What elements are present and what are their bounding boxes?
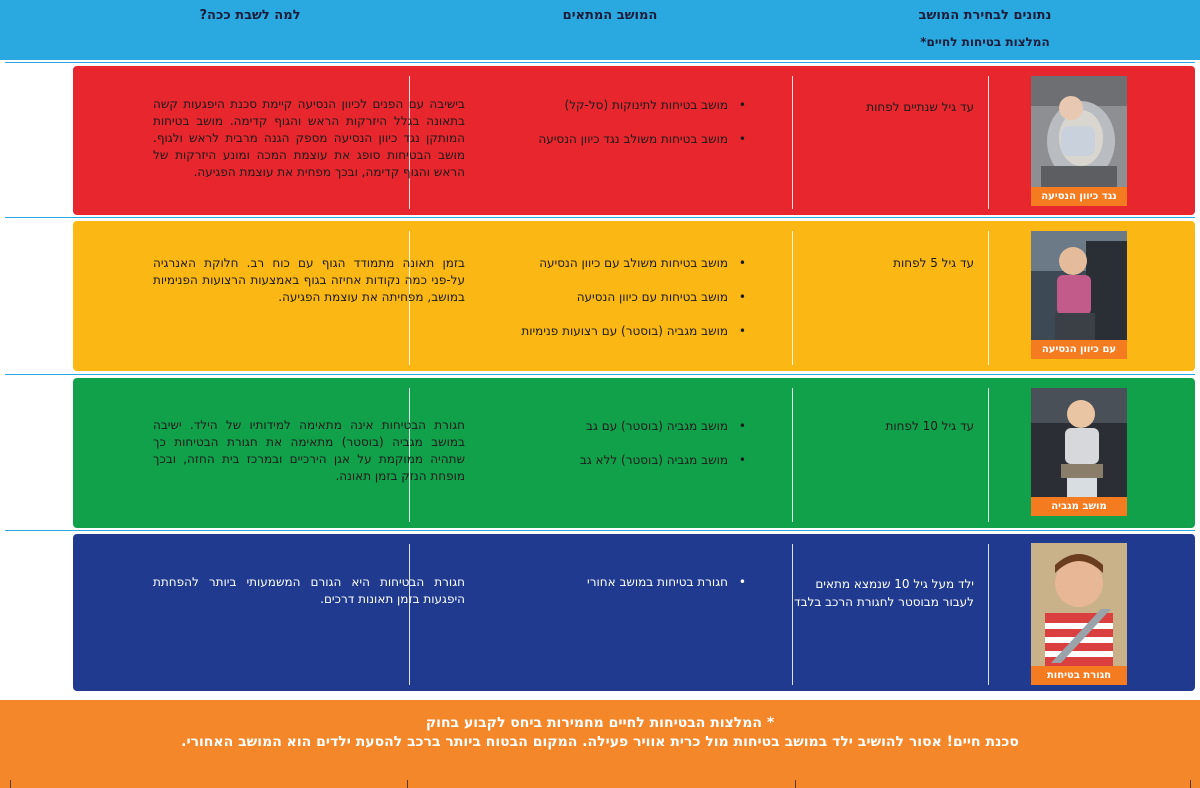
crop-mark [10,780,11,788]
why-explanation: בישיבה עם הפנים לכיוון הנסיעה קיימת סכנת היפגעות קשה בתאונה בגלל היזרקות הראש והגוף קדימה. מושב בטיחות המותקן נגד כיוון הנסיעה מספק הגנה מרבית לראש ולגוף. מושב הבטיחות סופג את עוצמת המכה ומונע היזרקות של הראש והגוף קדימה, ובכך מפחית את עוצמת הפגיעה. [153,97,465,179]
crop-mark [795,780,796,788]
seat-list-item: • מושב בטיחות עם כיוון הנסיעה [409,288,728,306]
header-col-why-title: למה לשבת ככה? [199,8,301,23]
infant-carrier-photo [1031,76,1127,187]
age-range: עד גיל 5 לפחות [893,256,974,270]
column-divider [988,231,989,365]
header-col-seat-data [800,0,1170,60]
photo-caption: חגורת בטיחות [1031,666,1127,685]
row-photo [1031,76,1127,206]
footer-note: * המלצות הבטיחות לחיים מחמירות ביחס לקבוע בחוק [425,715,775,731]
header-col-seat-data-subtitle: המלצות בטיחות לחיים* [920,35,1050,49]
why-explanation: חגורת הבטיחות אינה מתאימה למידותיו של הילד. ישיבה במושב מגביה (בוסטר) מתאימה את חגורת הבטיחות כך שתהיה ממוקמת על אגן הירכיים ובמרכז בית החזה, ובכך מופחת הנזק בזמן תאונה. [153,418,465,483]
photo-caption: מושב מגביה [1031,497,1127,516]
column-divider [988,76,989,209]
photo-caption: עם כיוון הנסיעה [1031,340,1127,359]
table-row [73,221,1195,371]
header-col-suitable-seat [420,0,800,60]
row-separator [5,62,1195,63]
seat-list-item: • מושב מגביה (בוסטר) עם רצועות פנימיות [409,322,728,340]
column-divider [792,388,793,522]
seat-list-item: • מושב מגביה (בוסטר) עם גב [409,417,728,435]
column-divider [792,231,793,365]
crop-mark [1190,780,1191,788]
age-range: עד גיל 10 לפחות [885,419,974,433]
why-explanation: חגורת הבטיחות היא הגורם המשמעותי ביותר להפחתת היפגעות בזמן תאונות דרכים. [153,575,465,606]
age-range: ילד מעל גיל 10 שנמצא מתאים לעבור מבוסטר לחגורת הרכב בלבד [794,577,974,609]
photo-caption: נגד כיוון הנסיעה [1031,187,1127,206]
header-col-seat-data-title: נתונים לבחירת המושב [918,8,1052,23]
forward-facing-seat-photo [1031,231,1127,340]
why-explanation: בזמן תאונה מתמודד הגוף עם כוח רב. חלוקת האנרגיה על-פני כמה נקודות אחיזה בגוף באמצעות הרצועות הפנימיות במושב, מפחיתה את עוצמת הפגיעה. [153,256,465,304]
age-range: עד גיל שנתיים לפחות [866,100,974,114]
column-divider [792,76,793,209]
row-photo [1031,231,1127,359]
column-divider [988,544,989,685]
row-separator [5,374,1195,375]
seat-list-item: • מושב בטיחות לתינוקות (סל-קל) [409,96,728,114]
seat-list-item: • חגורת בטיחות במושב אחורי [409,573,728,591]
footer-warning: סכנת חיים! אסור להושיב ילד במושב בטיחות מול כרית אוויר פעילה. המקום הבטוח ביותר ברכב להסעת ילדים הוא המושב האחורי. [181,734,1019,750]
seatbelt-child-photo [1031,543,1127,666]
row-photo [1031,388,1127,516]
column-divider [988,388,989,522]
row-separator [5,217,1195,218]
table-row [73,66,1195,215]
table-row [73,534,1195,691]
seat-list-item: • מושב מגביה (בוסטר) ללא גב [409,451,728,469]
column-divider [409,544,410,685]
seat-list-item: • מושב בטיחות משולב עם כיוון הנסיעה [409,254,728,272]
table-row [73,378,1195,528]
header-col-suitable-seat-title: המושב המתאים [562,8,658,23]
table-header [0,0,1200,60]
row-photo [1031,543,1127,685]
header-col-why [80,0,420,60]
column-divider [792,544,793,685]
booster-seat-photo [1031,388,1127,497]
seat-list-item: • מושב בטיחות משולב נגד כיוון הנסיעה [409,130,728,148]
row-separator [5,530,1195,531]
crop-mark [407,780,408,788]
footer-banner [0,700,1200,788]
